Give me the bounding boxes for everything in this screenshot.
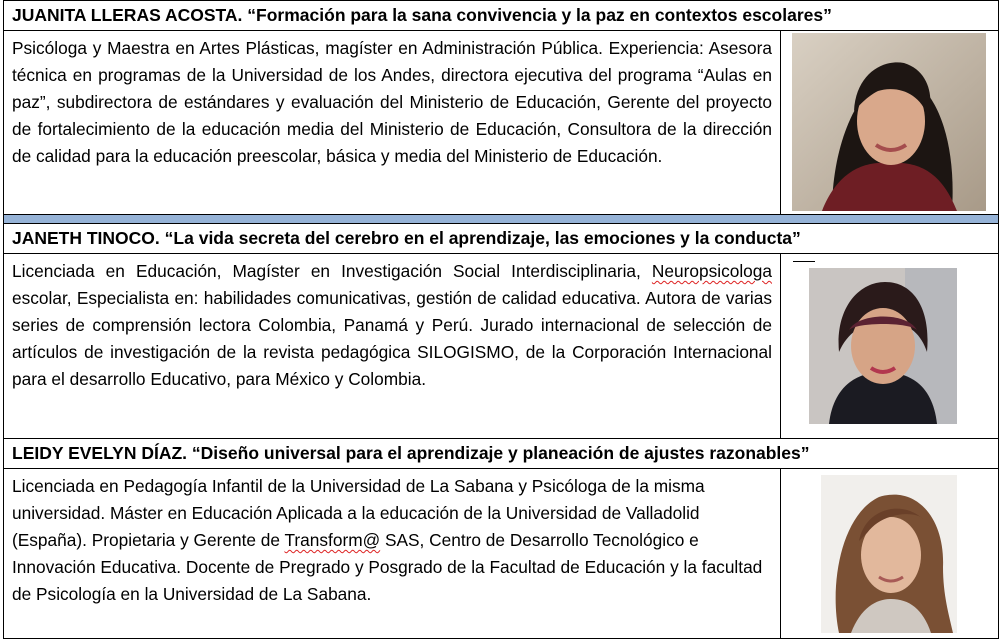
speaker-name: JANETH TINOCO. xyxy=(12,228,160,248)
bio-text-end: SAS, Centro de Desarrollo Tecnológico e Innovación Educativa. Docente de Pregrado y Posgrado de la Facultad de Educación y la facultad de Psicología en la Universidad de La Sabana. xyxy=(12,530,763,604)
speaker-bio xyxy=(4,469,781,639)
profile-body-row xyxy=(4,31,999,215)
speaker-photo xyxy=(809,268,957,424)
profile-header-row xyxy=(4,439,999,469)
speakers-table xyxy=(3,0,999,639)
talk-title: “La vida secreta del cerebro en el aprendizaje, las emociones y la conducta” xyxy=(164,228,801,248)
bio-text-end: escolar, Especialista en: habilidades comunicativas, gestión de calidad educativa. Autora de varias series de comprensión lectora Colombia, Panamá y Perú. Jurado internacional de selección de artículos de investigación de la revista pedagógica SILOGISMO, de la Corporación Internacional para el desarrollo Educativo, para México y Colombia. xyxy=(12,288,772,389)
speaker-bio xyxy=(4,254,781,439)
photo-cell xyxy=(781,254,999,439)
talk-title: “Diseño universal para el aprendizaje y planeación de ajustes razonables” xyxy=(191,443,810,463)
separator-row xyxy=(4,215,999,224)
profile-header xyxy=(4,224,999,254)
stray-line xyxy=(793,261,815,262)
speaker-document xyxy=(3,0,998,643)
photo-cell xyxy=(781,469,999,639)
profile-body-row xyxy=(4,469,999,639)
profile-header-row xyxy=(4,224,999,254)
bio-text-start: Licenciada en Pedagogía Infantil de la Universidad de La Sabana y Psicóloga de la misma universidad. Máster en Educación Aplicada a la educación de la Universidad de Valladolid (España). Propietaria y Gerente de xyxy=(12,476,705,550)
bio-text-start: Licenciada en Educación, Magíster en Investigación Social Interdisciplinaria, xyxy=(12,261,652,281)
photo-cell xyxy=(781,31,999,215)
separator-band xyxy=(4,215,999,224)
talk-title: “Formación para la sana convivencia y la paz en contextos escolares” xyxy=(247,5,832,25)
speaker-bio: Psicóloga y Maestra en Artes Plásticas, magíster en Administración Pública. Experiencia: Asesora técnica en programas de la Universidad de los Andes, directora ejecutiva del programa “Aulas en paz”, subdirectora de estándares y evaluación del Ministerio de Educación, Gerente del proyecto de fortalecimiento de la educación media del Ministerio de Educación, Consultora de la dirección de calidad para la educación preescolar, básica y media del Ministerio de Educación. xyxy=(4,31,781,215)
profile-header-row xyxy=(4,1,999,31)
speaker-name: JUANITA LLERAS ACOSTA. xyxy=(12,5,243,25)
profile-header xyxy=(4,439,999,469)
speaker-name: LEIDY EVELYN DÍAZ. xyxy=(12,443,188,463)
spellcheck-flagged-word: Neuropsicologa xyxy=(651,261,772,281)
spellcheck-flagged-word: Transform@ xyxy=(284,530,381,550)
profile-header xyxy=(4,1,999,31)
speaker-photo xyxy=(821,475,957,633)
profile-body-row xyxy=(4,254,999,439)
speaker-photo xyxy=(792,33,986,211)
